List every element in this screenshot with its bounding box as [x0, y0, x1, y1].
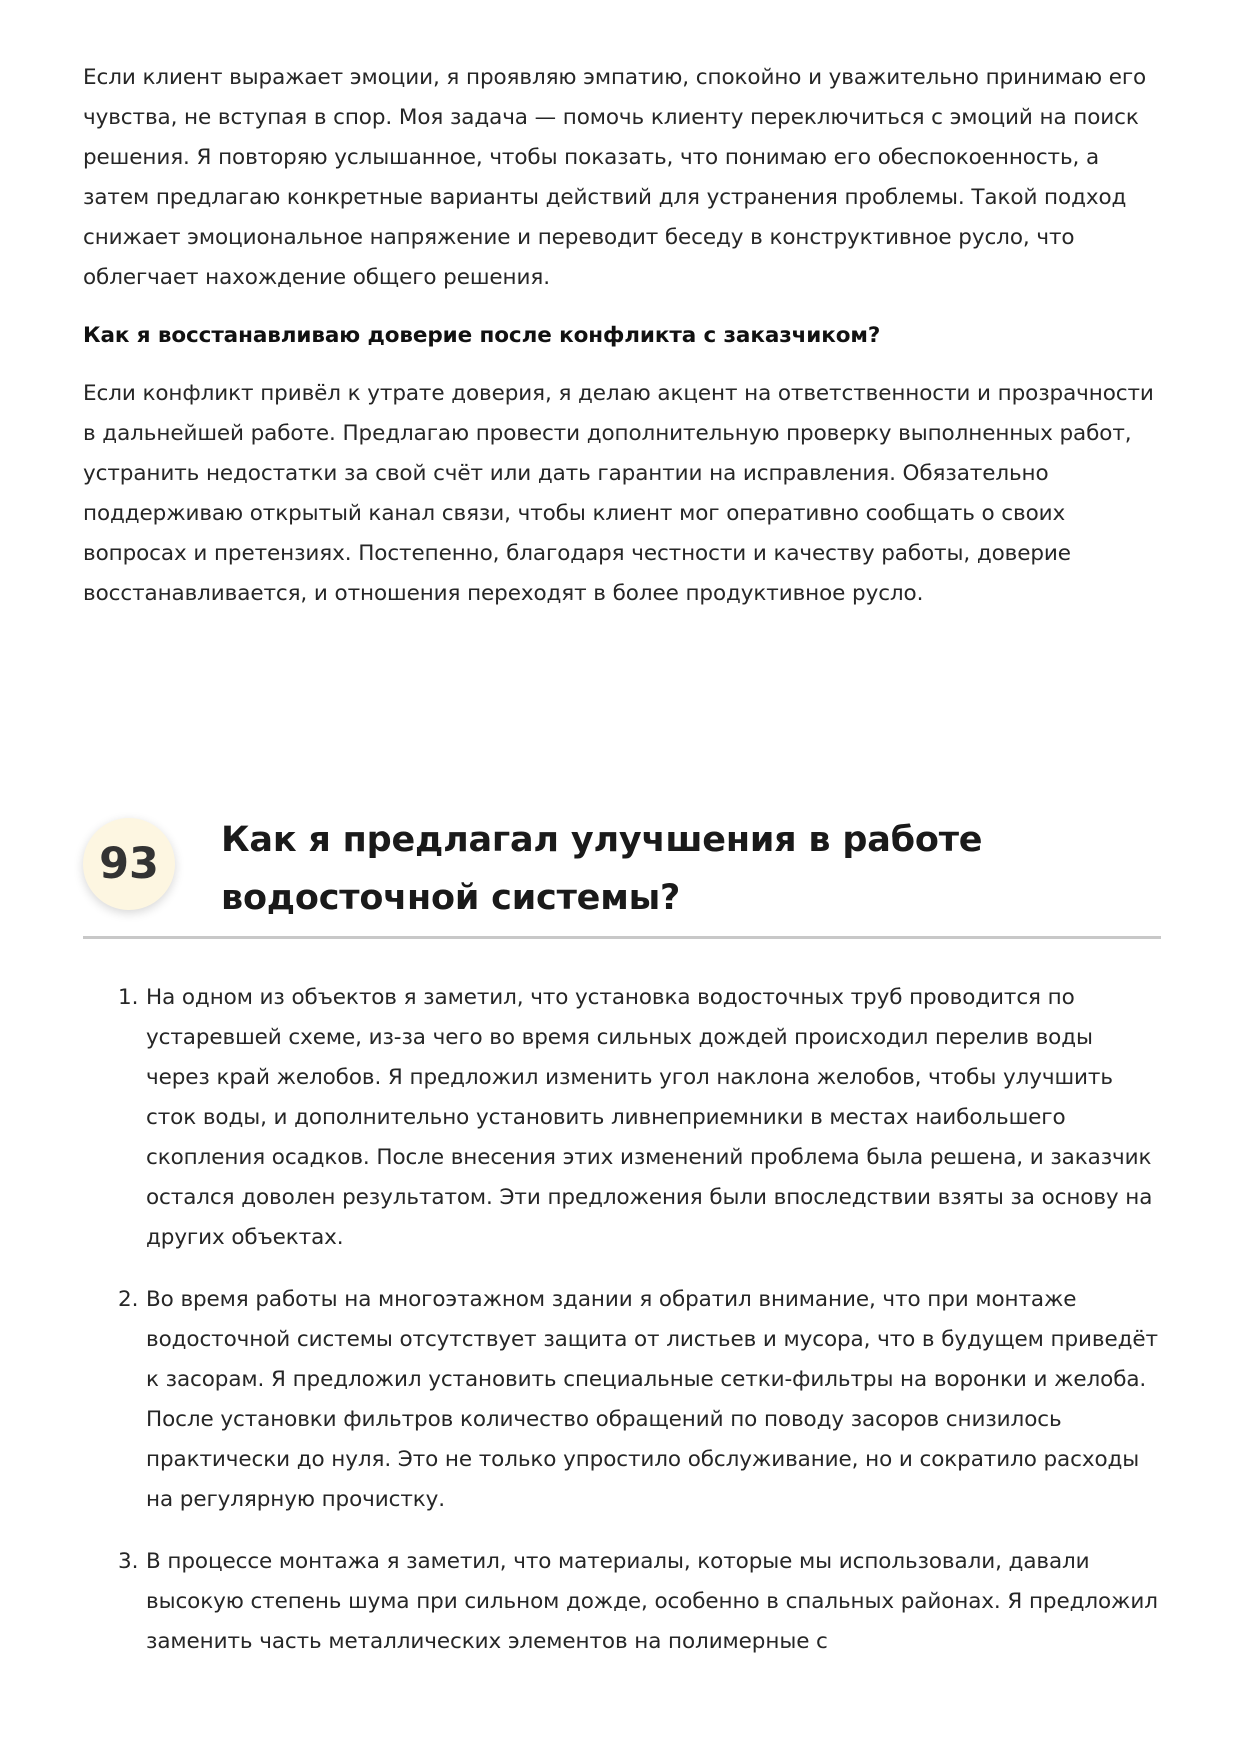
- paragraph-empathy: Если клиент выражает эмоции, я проявляю эмпатию, спокойно и уважительно принимаю его чувства, не вступая в спор. Моя задача — помочь клиенту переключиться с эмоций на поиск решения. Я повторяю услышанное, чтобы показать, что понимаю его обеспокоенность, а затем предлагаю конкретные варианты действий для устранения проблемы. Такой подход снижает эмоциональное напряжение и переводит беседу в конструктивное русло, что облегчает нахождение общего решения.: [83, 65, 1147, 290]
- list-item-text: На одном из объектов я заметил, что установка водосточных труб проводится по устаревшей схеме, из-за чего во время сильных дождей происходил перелив воды через край желобов. Я предложил изменить угол наклона желобов, чтобы улучшить сток воды, и дополнительно установить ливнеприемники в местах наибольшего скопления осадков. После внесения этих изменений проблема была решена, и заказчик остался доволен результатом. Эти предложения были впоследствии взяты за основу на других объектах.: [146, 985, 1153, 1250]
- section-header: [83, 800, 1161, 939]
- section-number-badge: 93: [83, 818, 175, 910]
- list-item-marker: 3.: [118, 1549, 139, 1574]
- list-item-marker: 1.: [118, 985, 139, 1010]
- section-title: Как я предлагал улучшения в работе водосточной системы?: [221, 820, 983, 918]
- list-item: [83, 978, 1161, 1258]
- improvements-list: [83, 978, 1161, 1684]
- intro-section: [83, 58, 1161, 614]
- list-item-marker: 2.: [118, 1287, 139, 1312]
- list-item-text: Во время работы на многоэтажном здании я обратил внимание, что при монтаже водосточной системы отсутствует защита от листьев и мусора, что в будущем приведёт к засорам. Я предложил установить специальные сетки-фильтры на воронки и желоба. После установки фильтров количество обращений по поводу засоров снизилось практически до нуля. Это не только упростило обслуживание, но и сократило расходы на регулярную прочистку.: [146, 1287, 1158, 1512]
- list-item: [83, 1280, 1161, 1520]
- list-item: [83, 1542, 1161, 1662]
- paragraph-trust: Если конфликт привёл к утрате доверия, я делаю акцент на ответственности и прозрачности в дальнейшей работе. Предлагаю провести дополнительную проверку выполненных работ, устранить недостатки за свой счёт или дать гарантии на исправления. Обязательно поддерживаю открытый канал связи, чтобы клиент мог оперативно сообщать о своих вопросах и претензиях. Постепенно, благодаря честности и качеству работы, доверие восстанавливается, и отношения переходят в более продуктивное русло.: [83, 381, 1154, 606]
- list-item-text: В процессе монтажа я заметил, что материалы, которые мы использовали, давали высокую степень шума при сильном дожде, особенно в спальных районах. Я предложил заменить часть металлических элементов на полимерные с: [146, 1549, 1158, 1654]
- question-heading: Как я восстанавливаю доверие после конфликта с заказчиком?: [83, 323, 881, 348]
